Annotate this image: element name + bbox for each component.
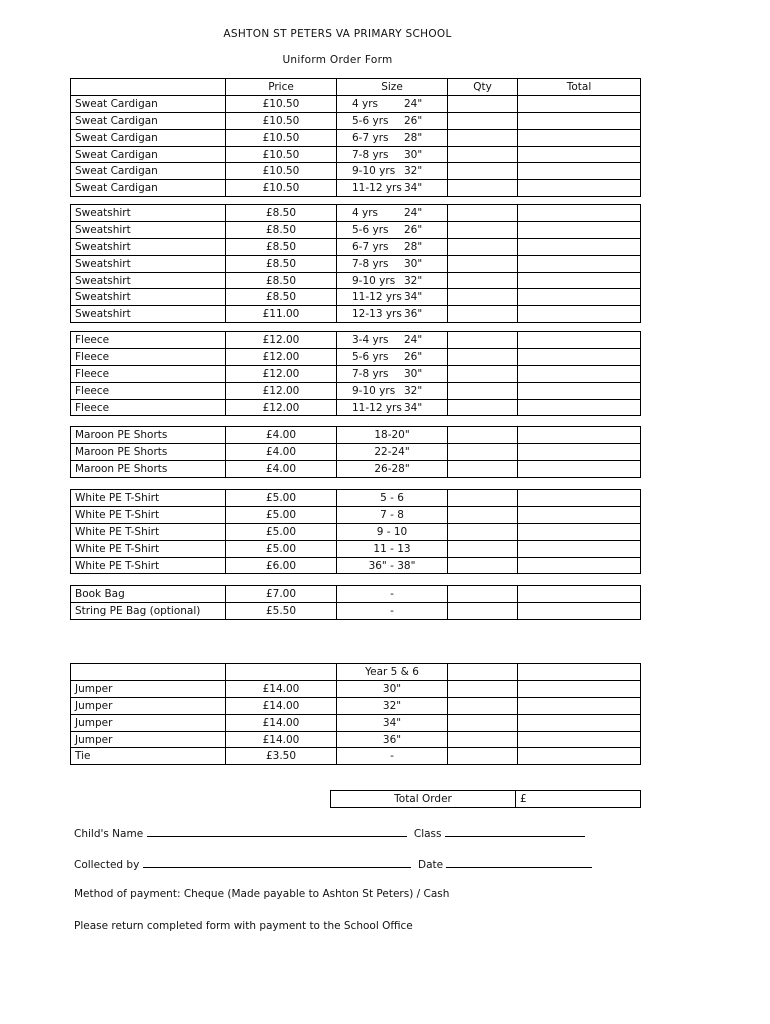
item-size — [337, 180, 448, 197]
order-group-table — [70, 663, 641, 765]
size-chest: 30" — [404, 367, 423, 380]
total-input[interactable] — [518, 289, 641, 306]
size-chest: 24" — [404, 97, 423, 110]
item-size — [337, 129, 448, 146]
qty-input[interactable] — [448, 586, 518, 603]
size-chest: 32" — [404, 384, 423, 397]
qty-input[interactable] — [448, 306, 518, 323]
item-name: White PE T-Shirt — [71, 506, 226, 523]
total-order-input[interactable]: £ — [516, 791, 641, 808]
item-price: £12.00 — [226, 382, 337, 399]
header-row — [71, 79, 641, 96]
table-row — [71, 748, 641, 765]
table-row — [71, 112, 641, 129]
item-size: - — [337, 748, 448, 765]
qty-input[interactable] — [448, 205, 518, 222]
size-age: 3-4 yrs — [352, 333, 389, 346]
form-title: Uniform Order Form — [282, 54, 393, 66]
item-price: £3.50 — [226, 748, 337, 765]
table-row — [71, 306, 641, 323]
item-size: 32" — [337, 697, 448, 714]
item-name: Sweat Cardigan — [71, 146, 226, 163]
item-price: £5.00 — [226, 523, 337, 540]
item-size: 34" — [337, 714, 448, 731]
table-row — [71, 221, 641, 238]
total-input[interactable] — [518, 365, 641, 382]
qty-input[interactable] — [448, 238, 518, 255]
item-name: Sweatshirt — [71, 255, 226, 272]
qty-input[interactable] — [448, 382, 518, 399]
item-name: Jumper — [71, 731, 226, 748]
group-heading: Year 5 & 6 — [337, 664, 448, 681]
qty-input[interactable] — [448, 272, 518, 289]
table-row — [71, 163, 641, 180]
item-price: £10.50 — [226, 129, 337, 146]
item-size: 7 - 8 — [337, 506, 448, 523]
table-row — [71, 731, 641, 748]
size-chest: 26" — [404, 114, 423, 127]
item-size — [337, 289, 448, 306]
item-name: Sweat Cardigan — [71, 180, 226, 197]
qty-input[interactable] — [448, 163, 518, 180]
table-row — [71, 365, 641, 382]
item-name: Sweatshirt — [71, 238, 226, 255]
item-price: £4.00 — [226, 443, 337, 460]
table-row — [71, 427, 641, 444]
size-chest: 32" — [404, 274, 423, 287]
total-input[interactable] — [518, 306, 641, 323]
item-name: Jumper — [71, 697, 226, 714]
total-input[interactable] — [518, 146, 641, 163]
total-input[interactable] — [518, 238, 641, 255]
item-price: £6.00 — [226, 557, 337, 574]
item-name: Sweat Cardigan — [71, 95, 226, 112]
item-name: Tie — [71, 748, 226, 765]
qty-input[interactable] — [448, 506, 518, 523]
item-size: 22-24" — [337, 443, 448, 460]
item-size — [337, 221, 448, 238]
item-size: - — [337, 586, 448, 603]
item-name: Fleece — [71, 382, 226, 399]
item-price: £12.00 — [226, 399, 337, 416]
item-size: 9 - 10 — [337, 523, 448, 540]
item-size: 36" - 38" — [337, 557, 448, 574]
size-chest: 32" — [404, 165, 423, 178]
qty-input[interactable] — [448, 540, 518, 557]
table-row — [71, 557, 641, 574]
qty-input[interactable] — [448, 680, 518, 697]
total-input[interactable] — [518, 460, 641, 477]
table-row — [71, 680, 641, 697]
item-name: Fleece — [71, 348, 226, 365]
size-chest: 34" — [404, 291, 423, 304]
size-chest: 36" — [404, 308, 423, 321]
item-price: £10.50 — [226, 163, 337, 180]
item-size: 11 - 13 — [337, 540, 448, 557]
total-order-label: Total Order — [331, 791, 516, 808]
item-name: White PE T-Shirt — [71, 523, 226, 540]
item-name: White PE T-Shirt — [71, 540, 226, 557]
group-heading-row — [71, 664, 641, 681]
size-chest: 24" — [404, 206, 423, 219]
qty-input[interactable] — [448, 697, 518, 714]
payment-method-text: Method of payment: Cheque (Made payable to Ashton St Peters) / Cash — [74, 888, 450, 900]
item-size — [337, 306, 448, 323]
total-input[interactable] — [518, 602, 641, 619]
order-group-table — [70, 331, 641, 416]
total-input[interactable] — [518, 680, 641, 697]
size-age: 9-10 yrs — [352, 274, 396, 287]
order-group-table — [70, 585, 641, 620]
item-name: Sweatshirt — [71, 272, 226, 289]
table-row — [71, 289, 641, 306]
total-input[interactable] — [518, 697, 641, 714]
size-chest: 28" — [404, 240, 423, 253]
item-price: £8.50 — [226, 289, 337, 306]
item-size: 36" — [337, 731, 448, 748]
total-input[interactable] — [518, 255, 641, 272]
size-chest: 28" — [404, 131, 423, 144]
total-input[interactable] — [518, 427, 641, 444]
total-input[interactable] — [518, 748, 641, 765]
item-size: - — [337, 602, 448, 619]
size-chest: 34" — [404, 182, 423, 195]
qty-input[interactable] — [448, 289, 518, 306]
size-age: 11-12 yrs — [352, 291, 402, 304]
table-row — [71, 238, 641, 255]
size-chest: 30" — [404, 148, 423, 161]
item-name: Sweatshirt — [71, 289, 226, 306]
item-price: £8.50 — [226, 221, 337, 238]
total-input[interactable] — [518, 399, 641, 416]
size-chest: 30" — [404, 257, 423, 270]
qty-input[interactable] — [448, 523, 518, 540]
total-input[interactable] — [518, 112, 641, 129]
item-price: £12.00 — [226, 348, 337, 365]
total-order-table — [330, 790, 641, 808]
qty-input[interactable] — [448, 490, 518, 507]
total-input[interactable] — [518, 443, 641, 460]
header-size: Size — [337, 79, 448, 96]
item-name: Sweatshirt — [71, 306, 226, 323]
item-price: £4.00 — [226, 460, 337, 477]
total-input[interactable] — [518, 129, 641, 146]
item-size: 26-28" — [337, 460, 448, 477]
size-age: 7-8 yrs — [352, 367, 389, 380]
qty-input[interactable] — [448, 112, 518, 129]
total-input[interactable] — [518, 95, 641, 112]
table-row — [71, 443, 641, 460]
item-price: £10.50 — [226, 95, 337, 112]
header-qty — [448, 664, 518, 681]
qty-input[interactable] — [448, 332, 518, 349]
qty-input[interactable] — [448, 146, 518, 163]
size-age: 6-7 yrs — [352, 131, 389, 144]
table-row — [71, 697, 641, 714]
size-age: 11-12 yrs — [352, 182, 402, 195]
size-age: 5-6 yrs — [352, 223, 389, 236]
table-row — [71, 523, 641, 540]
item-name: Jumper — [71, 714, 226, 731]
size-age: 6-7 yrs — [352, 240, 389, 253]
item-price: £10.50 — [226, 146, 337, 163]
total-input[interactable] — [518, 180, 641, 197]
item-name: Sweat Cardigan — [71, 112, 226, 129]
table-row — [71, 146, 641, 163]
header-item — [71, 664, 226, 681]
item-name: Sweatshirt — [71, 221, 226, 238]
child-name-field[interactable] — [147, 825, 407, 837]
total-input[interactable] — [518, 540, 641, 557]
return-instructions-text: Please return completed form with payment to the School Office — [74, 920, 413, 932]
item-price: £14.00 — [226, 731, 337, 748]
item-price: £5.00 — [226, 540, 337, 557]
item-price: £14.00 — [226, 680, 337, 697]
item-size: 5 - 6 — [337, 490, 448, 507]
item-name: Fleece — [71, 332, 226, 349]
item-price: £5.00 — [226, 506, 337, 523]
item-name: White PE T-Shirt — [71, 557, 226, 574]
date-field[interactable] — [446, 856, 592, 868]
item-size — [337, 238, 448, 255]
item-size — [337, 348, 448, 365]
item-price: £12.00 — [226, 365, 337, 382]
item-size — [337, 163, 448, 180]
table-row — [71, 602, 641, 619]
child-name-label: Child's Name — [74, 828, 144, 840]
qty-input[interactable] — [448, 602, 518, 619]
size-age: 7-8 yrs — [352, 257, 389, 270]
item-price: £8.50 — [226, 272, 337, 289]
item-size — [337, 205, 448, 222]
total-input[interactable] — [518, 382, 641, 399]
qty-input[interactable] — [448, 255, 518, 272]
total-input[interactable] — [518, 586, 641, 603]
qty-input[interactable] — [448, 95, 518, 112]
table-row — [71, 95, 641, 112]
item-size — [337, 112, 448, 129]
qty-input[interactable] — [448, 365, 518, 382]
item-price: £12.00 — [226, 332, 337, 349]
header-total — [518, 664, 641, 681]
qty-input[interactable] — [448, 180, 518, 197]
collected-by-line — [74, 856, 592, 871]
table-row — [71, 255, 641, 272]
table-row — [71, 506, 641, 523]
item-price: £14.00 — [226, 714, 337, 731]
qty-input[interactable] — [448, 748, 518, 765]
item-size: 30" — [337, 680, 448, 697]
item-price: £10.50 — [226, 180, 337, 197]
item-name: Maroon PE Shorts — [71, 460, 226, 477]
class-label: Class — [413, 828, 442, 840]
total-input[interactable] — [518, 205, 641, 222]
table-row — [71, 180, 641, 197]
collected-by-field[interactable] — [143, 856, 411, 868]
size-chest: 26" — [404, 223, 423, 236]
table-row — [71, 332, 641, 349]
size-age: 5-6 yrs — [352, 350, 389, 363]
item-size: 18-20" — [337, 427, 448, 444]
item-name: Fleece — [71, 399, 226, 416]
size-chest: 26" — [404, 350, 423, 363]
size-age: 12-13 yrs — [352, 308, 402, 321]
header-price — [226, 664, 337, 681]
date-label: Date — [417, 859, 444, 871]
item-price: £14.00 — [226, 697, 337, 714]
item-size — [337, 399, 448, 416]
table-row — [71, 540, 641, 557]
item-price: £4.00 — [226, 427, 337, 444]
qty-input[interactable] — [448, 427, 518, 444]
item-name: Jumper — [71, 680, 226, 697]
size-age: 9-10 yrs — [352, 165, 396, 178]
table-row — [71, 714, 641, 731]
qty-input[interactable] — [448, 557, 518, 574]
item-size — [337, 382, 448, 399]
item-price: £10.50 — [226, 112, 337, 129]
qty-input[interactable] — [448, 714, 518, 731]
item-name: Book Bag — [71, 586, 226, 603]
qty-input[interactable] — [448, 129, 518, 146]
item-name: Sweat Cardigan — [71, 163, 226, 180]
item-name: White PE T-Shirt — [71, 490, 226, 507]
header-price: Price — [226, 79, 337, 96]
order-group-table — [70, 426, 641, 478]
qty-input[interactable] — [448, 460, 518, 477]
header-item — [71, 79, 226, 96]
item-price: £5.00 — [226, 490, 337, 507]
class-field[interactable] — [445, 825, 585, 837]
item-name: Maroon PE Shorts — [71, 443, 226, 460]
item-name: String PE Bag (optional) — [71, 602, 226, 619]
item-price: £11.00 — [226, 306, 337, 323]
header-qty: Qty — [448, 79, 518, 96]
table-row — [71, 272, 641, 289]
size-age: 4 yrs — [352, 97, 379, 110]
school-title: ASHTON ST PETERS VA PRIMARY SCHOOL — [223, 28, 452, 40]
qty-input[interactable] — [448, 348, 518, 365]
qty-input[interactable] — [448, 399, 518, 416]
qty-input[interactable] — [448, 221, 518, 238]
item-name: Sweatshirt — [71, 205, 226, 222]
total-input[interactable] — [518, 163, 641, 180]
item-size — [337, 146, 448, 163]
size-age: 11-12 yrs — [352, 401, 402, 414]
size-age: 5-6 yrs — [352, 114, 389, 127]
table-row — [71, 382, 641, 399]
total-input[interactable] — [518, 490, 641, 507]
item-name: Maroon PE Shorts — [71, 427, 226, 444]
qty-input[interactable] — [448, 443, 518, 460]
total-input[interactable] — [518, 332, 641, 349]
size-age: 9-10 yrs — [352, 384, 396, 397]
order-group-table — [70, 489, 641, 574]
table-row — [71, 460, 641, 477]
item-name: Sweat Cardigan — [71, 129, 226, 146]
child-name-line — [74, 825, 585, 840]
size-chest: 24" — [404, 333, 423, 346]
collected-by-label: Collected by — [74, 859, 140, 871]
total-input[interactable] — [518, 523, 641, 540]
item-price: £8.50 — [226, 255, 337, 272]
item-price: £5.50 — [226, 602, 337, 619]
item-size — [337, 95, 448, 112]
total-input[interactable] — [518, 731, 641, 748]
item-name: Fleece — [71, 365, 226, 382]
table-row — [71, 129, 641, 146]
item-size — [337, 365, 448, 382]
table-row — [71, 348, 641, 365]
total-input[interactable] — [518, 272, 641, 289]
total-input[interactable] — [518, 714, 641, 731]
qty-input[interactable] — [448, 731, 518, 748]
item-size — [337, 255, 448, 272]
total-input[interactable] — [518, 348, 641, 365]
total-input[interactable] — [518, 506, 641, 523]
item-price: £7.00 — [226, 586, 337, 603]
size-age: 4 yrs — [352, 206, 379, 219]
size-chest: 34" — [404, 401, 423, 414]
item-price: £8.50 — [226, 238, 337, 255]
table-row — [71, 490, 641, 507]
item-price: £8.50 — [226, 205, 337, 222]
total-input[interactable] — [518, 221, 641, 238]
order-group-table — [70, 204, 641, 323]
size-age: 7-8 yrs — [352, 148, 389, 161]
item-size — [337, 332, 448, 349]
table-row — [71, 399, 641, 416]
table-row — [71, 586, 641, 603]
item-size — [337, 272, 448, 289]
table-row — [71, 205, 641, 222]
order-group-table — [70, 78, 641, 197]
header-total: Total — [518, 79, 641, 96]
total-input[interactable] — [518, 557, 641, 574]
